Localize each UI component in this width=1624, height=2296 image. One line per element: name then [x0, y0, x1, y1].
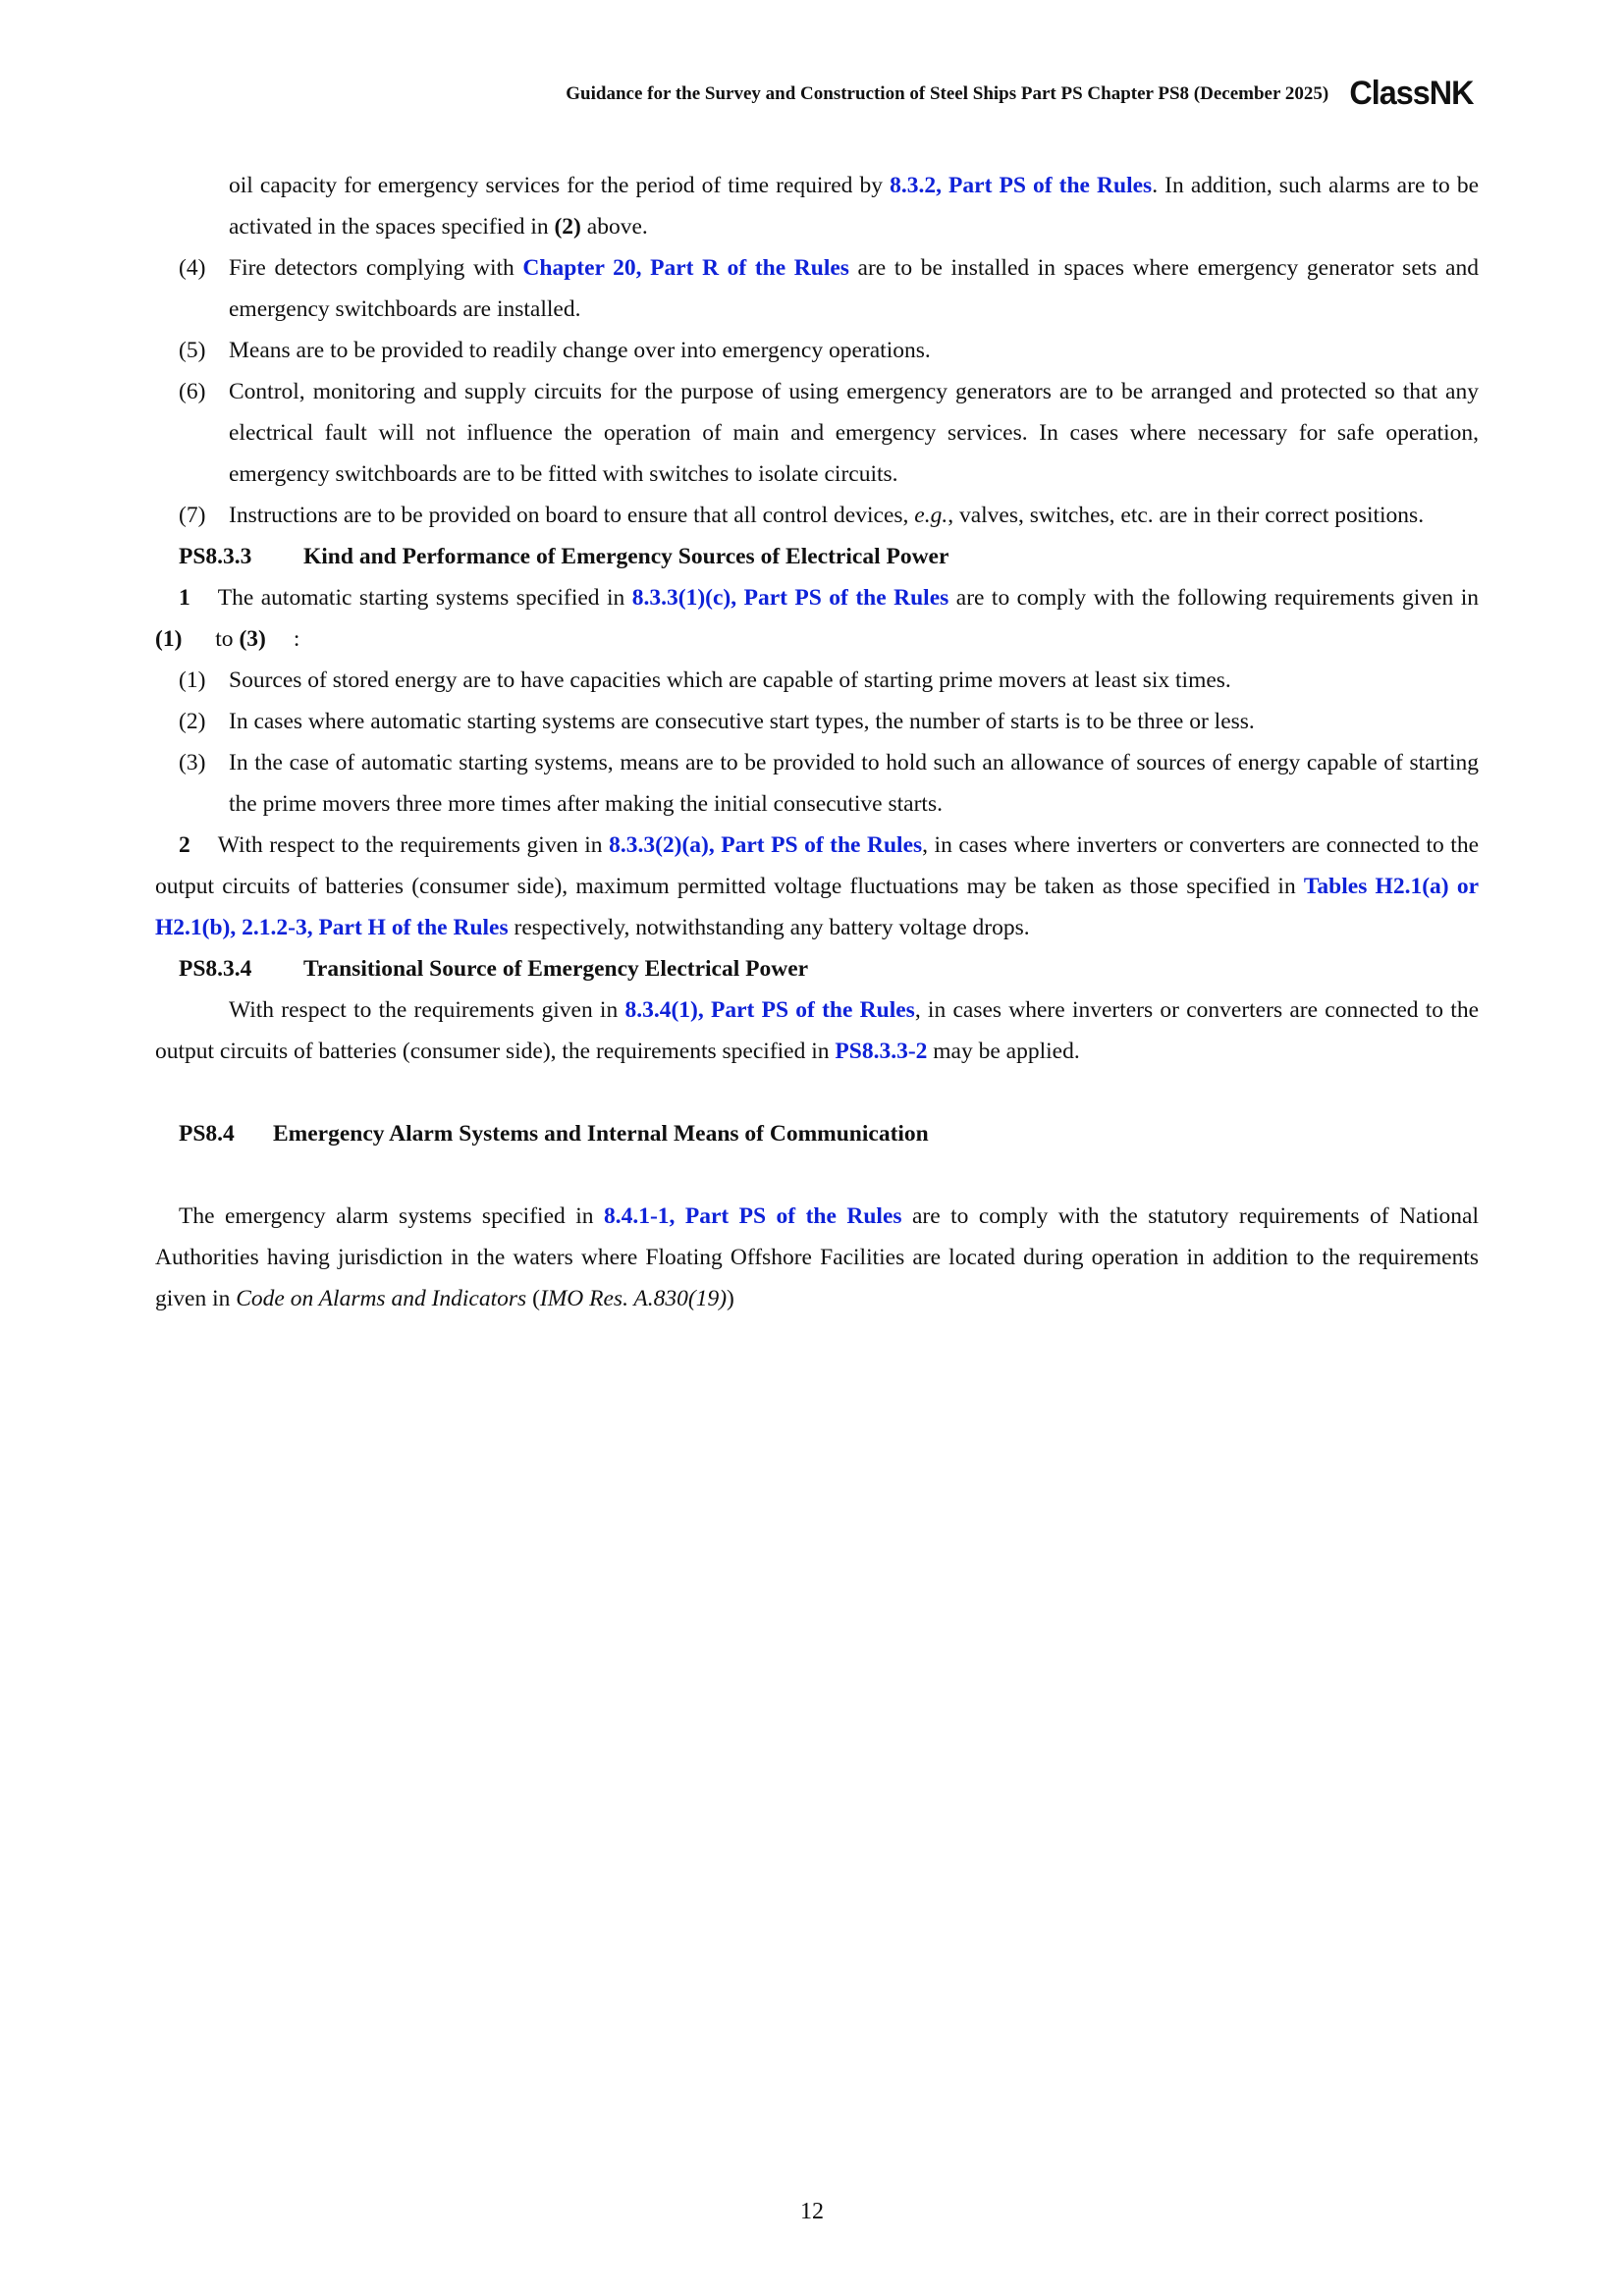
page-header [566, 75, 1477, 113]
item-number: (5) [179, 338, 206, 363]
section-heading [155, 948, 1479, 989]
rule-link[interactable]: 8.3.3(1)(c), Part PS of the Rules [631, 585, 949, 611]
item-text: Instructions are to be provided on board to ensure that all control devices, e.g., valves, switches, etc. are in their correct positions. [229, 503, 1425, 528]
rule-link[interactable]: 8.3.3(2)(a), Part PS of the Rules [609, 832, 923, 858]
section-title: Kind and Performance of Emergency Sources of Electrical Power [303, 544, 949, 569]
item-text: Means are to be provided to readily change over into emergency operations. [229, 338, 931, 363]
table-link[interactable]: Tables H2.1(a) or H2.1(b), 2.1.2-3, Part H of the Rules [155, 874, 1479, 940]
item-text: In cases where automatic starting systems are consecutive start types, the number of starts is to be three or less. [229, 709, 1255, 734]
section-heading [155, 536, 1479, 577]
list-item [155, 701, 1479, 742]
item-number: (4) [179, 255, 206, 281]
section-number: PS8.4 [179, 1121, 235, 1147]
classnk-logo: ClassNK [1349, 75, 1474, 112]
list-item [155, 371, 1479, 495]
item-text: In the case of automatic starting systems, means are to be provided to hold such an allowance of sources of energy capable of starting the prime movers three more times after making the initial consecutive starts. [229, 750, 1479, 817]
item-text: Control, monitoring and supply circuits for the purpose of using emergency generators are to be arranged and protected so that any electrical fault will not influence the operation of main and emergency services. In cases where necessary for safe operation, emergency switchboards are to be fitted with switches to isolate circuits. [229, 379, 1479, 487]
item-number: (1) [179, 667, 206, 693]
item-number: (7) [179, 503, 206, 528]
paragraph: With respect to the requirements given in 8.3.4(1), Part PS of the Rules, in cases where inverters or converters are connected to the output circuits of batteries (consumer side), the requirements specified in PS8.3.3-2 may be applied. [155, 997, 1479, 1064]
section-title: Transitional Source of Emergency Electrical Power [303, 956, 809, 982]
rule-link[interactable]: 8.3.2, Part PS of the Rules [890, 173, 1153, 198]
section-number: PS8.3.3 [179, 544, 252, 569]
list-item [155, 742, 1479, 825]
item-number: (3) [179, 750, 206, 775]
header-title: Guidance for the Survey and Construction of Steel Ships Part PS Chapter PS8 (December 2025) [566, 82, 1329, 104]
item-number: (2) [179, 709, 206, 734]
page-number: 12 [800, 2199, 824, 2224]
list-item [155, 330, 1479, 371]
list-item [155, 247, 1479, 330]
section-number: PS8.3.4 [179, 956, 252, 982]
paragraph-number: 1 [179, 585, 190, 611]
item-text: Sources of stored energy are to have capacities which are capable of starting prime movers at least six times. [229, 667, 1231, 693]
list-item [155, 660, 1479, 701]
rule-link[interactable]: 8.4.1-1, Part PS of the Rules [603, 1203, 902, 1229]
list-item [155, 495, 1479, 536]
continued-paragraph: oil capacity for emergency services for the period of time required by 8.3.2, Part PS of the Rules. In addition, such alarms are to be activated in the spaces specified in (2) above. [229, 173, 1479, 240]
paragraph-number: 2 [179, 832, 190, 858]
chapter-section-heading [155, 1113, 1479, 1154]
rule-link[interactable]: Chapter 20, Part R of the Rules [522, 255, 849, 281]
section-title: Emergency Alarm Systems and Internal Means of Communication [273, 1121, 929, 1147]
rule-link[interactable]: 8.3.4(1), Part PS of the Rules [624, 997, 915, 1023]
item-text: Fire detectors complying with Chapter 20, Part R of the Rules are to be installed in spaces where emergency generator sets and emergency switchboards are installed. [229, 255, 1479, 322]
numbered-paragraph: 1 The automatic starting systems specified in 8.3.3(1)(c), Part PS of the Rules are to comply with the following requirements given in (1) to (3) : [155, 585, 1479, 652]
numbered-paragraph: 2 With respect to the requirements given in 8.3.3(2)(a), Part PS of the Rules, in cases where inverters or converters are connected to the output circuits of batteries (consumer side), maximum permitted voltage fluctuations may be taken as those specified in Tables H2.1(a) or H2.1(b), 2.1.2-3, Part H of the Rules respectively, notwithstanding any battery voltage drops. [155, 832, 1479, 940]
item-number: (6) [179, 379, 206, 404]
cross-reference-link[interactable]: PS8.3.3-2 [835, 1039, 928, 1064]
paragraph: The emergency alarm systems specified in 8.4.1-1, Part PS of the Rules are to comply with the statutory requirements of National Authorities having jurisdiction in the waters where Floating Offshore Facilities are located during operation in addition to the requirements given in Code on Alarms and Indicators (IMO Res. A.830(19)) [155, 1203, 1479, 1311]
document-body [155, 165, 1479, 1319]
